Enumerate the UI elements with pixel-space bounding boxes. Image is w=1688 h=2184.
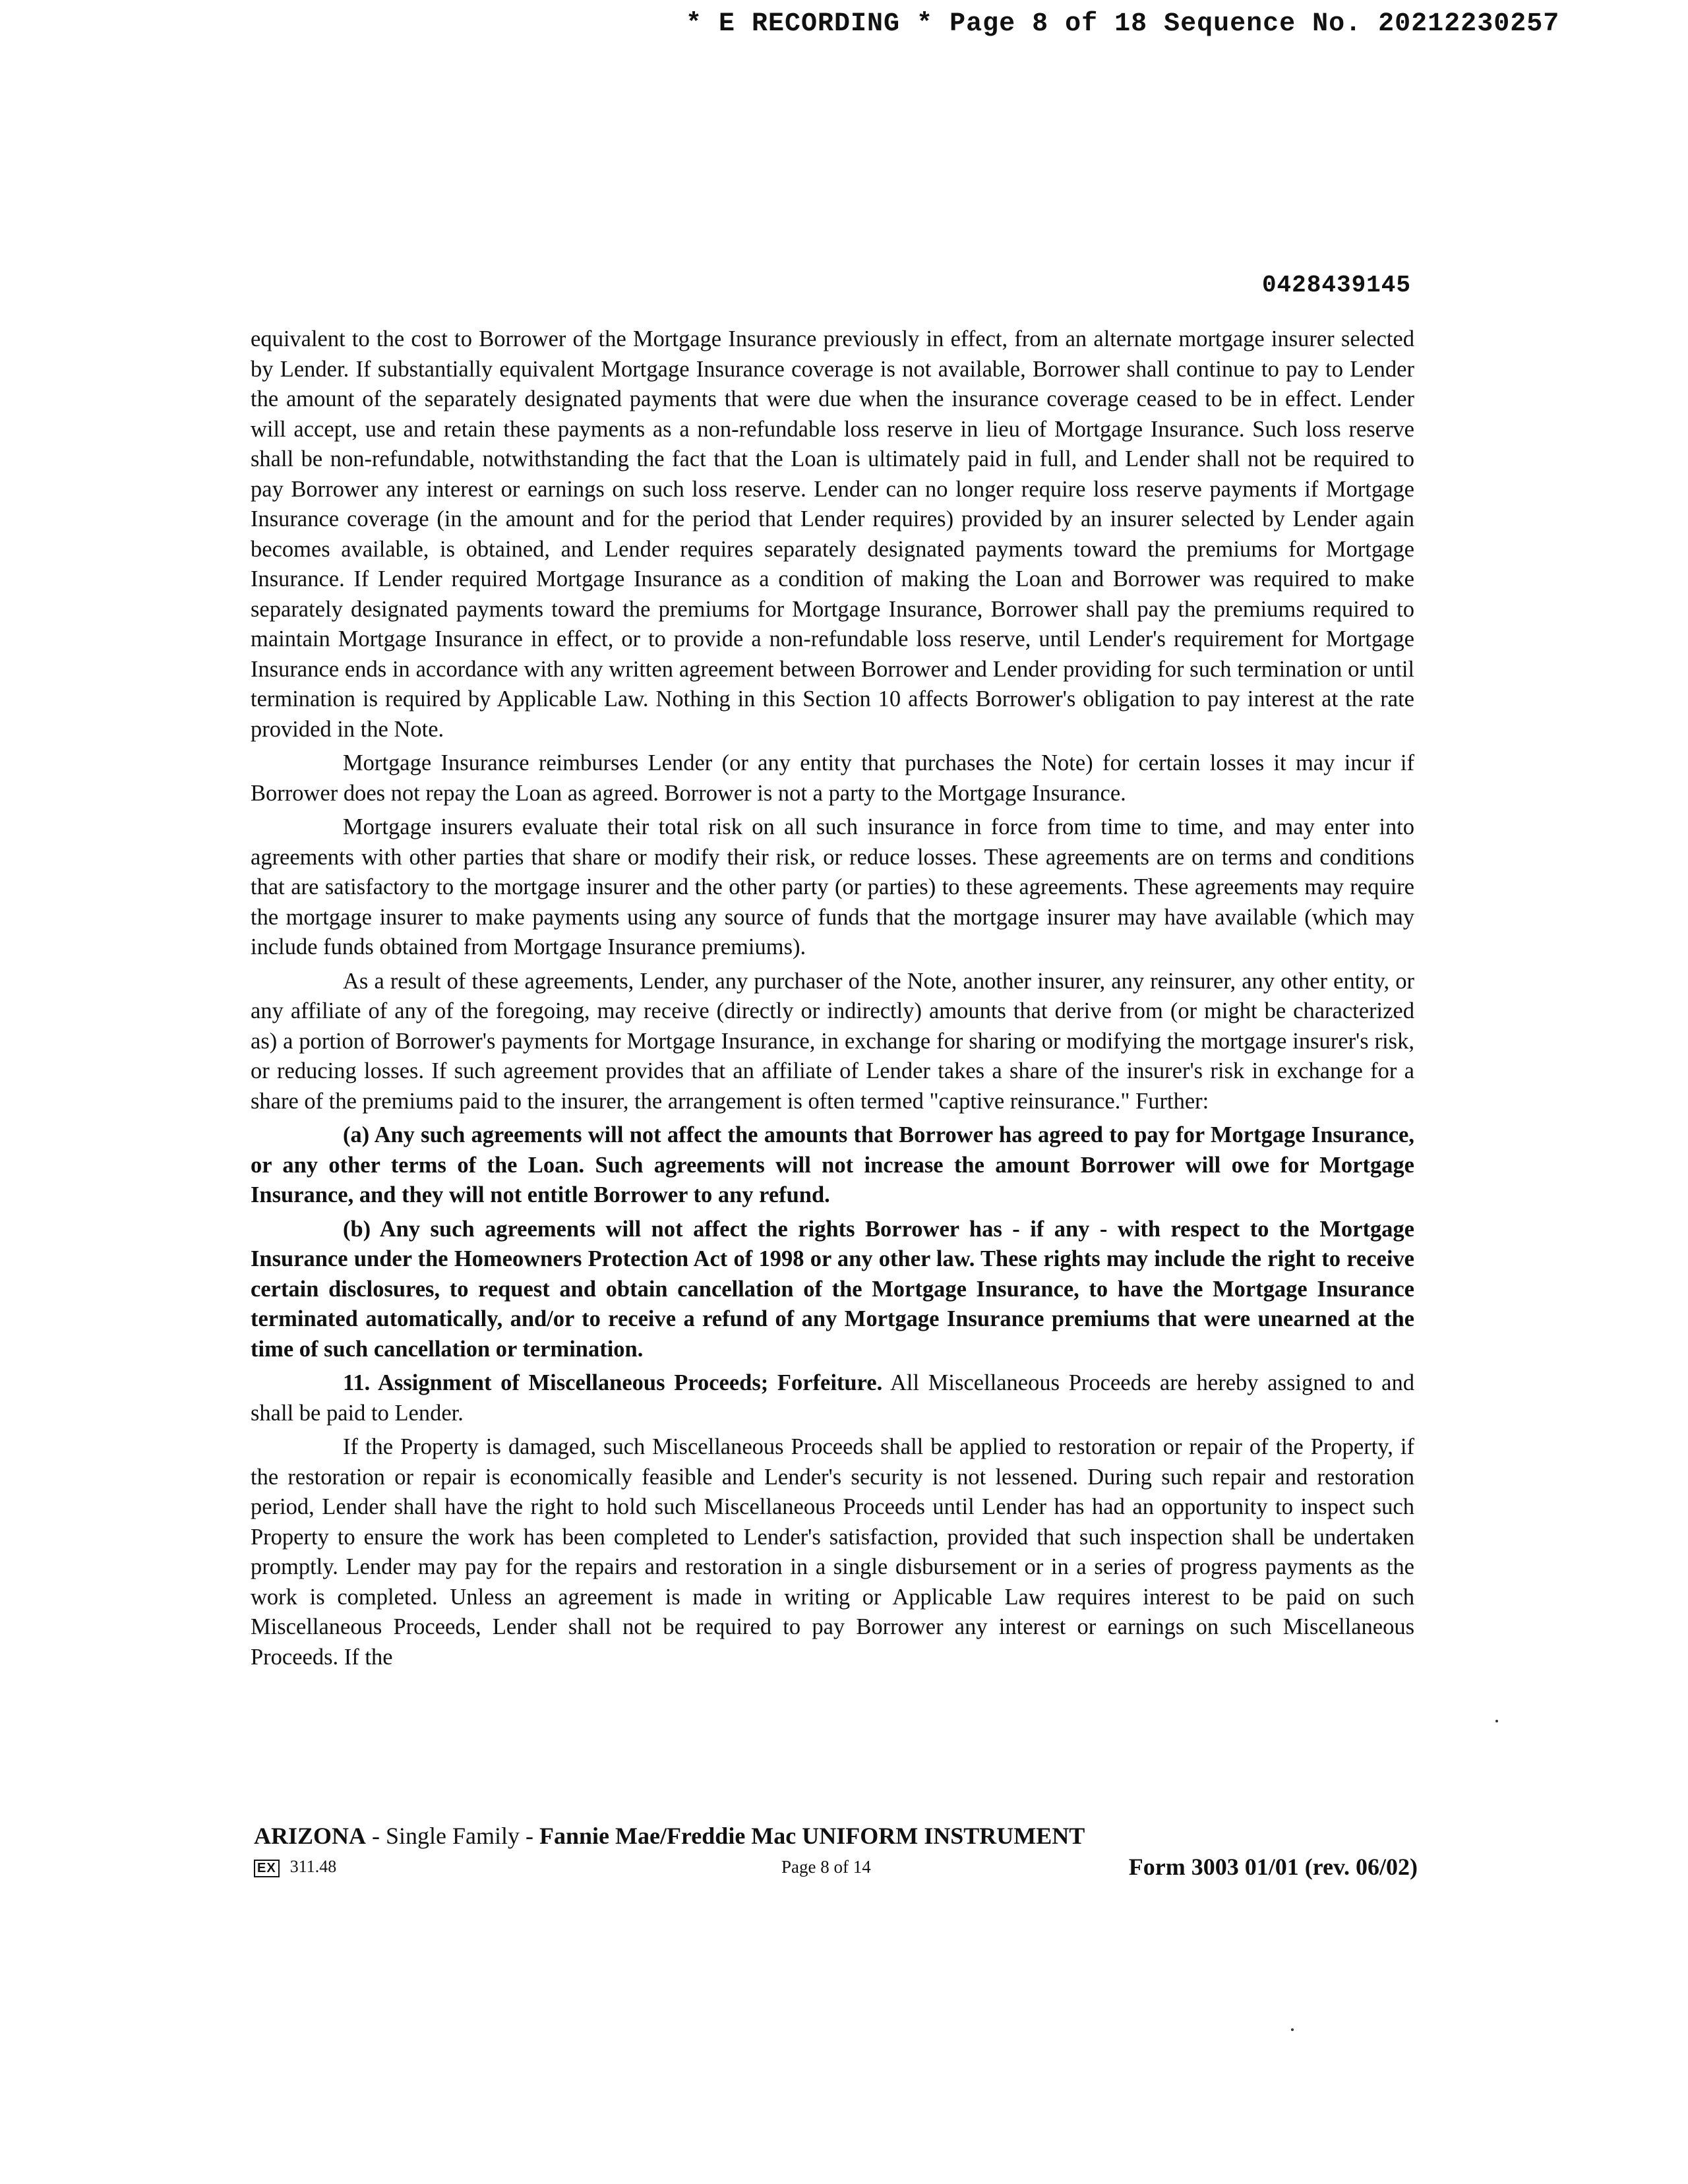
paragraph-section-11 [251,1368,1414,1428]
recording-header: * E RECORDING * Page 8 of 18 Sequence No. 20212230257 [686,9,1560,39]
footer-state: ARIZONA [254,1823,367,1849]
footer-instrument-line [254,1821,1418,1850]
paragraph-clause-b: (b) Any such agreements will not affect the rights Borrower has - if any - with respect to the Mortgage Insurance under the Homeowners Protection Act of 1998 or any other law. These rights may include the right to receive certain disclosures, to request and obtain cancellation of the Mortgage Insurance, to have the Mortgage Insurance terminated automatically, and/or to receive a refund of any Mortgage Insurance premiums that were unearned at the time of such cancellation or termination. [251,1216,1414,1362]
footer-form-number: Form 3003 01/01 (rev. 06/02) [1128,1854,1418,1880]
footer-form-code-group [254,1857,336,1877]
document-body [251,324,1414,1676]
scan-speck [1291,2028,1294,2031]
footer-separator: - Single Family - [366,1823,540,1849]
paragraph-mortgage-insurers-evaluate: Mortgage insurers evaluate their total risk on all such insurance in force from time to time, and may enter into agreements with other parties that share or modify their risk, or reduce losses. These agreements are on terms and conditions that are satisfactory to the mortgage insurer and the other party (or parties) to these agreements. These agreements may require the mortgage insurer to make payments using any source of funds that the mortgage insurer may have available (which may include funds obtained from Mortgage Insurance premiums). [251,814,1414,959]
paragraph-clause-a: (a) Any such agreements will not affect the amounts that Borrower has agreed to pay for Mortgage Insurance, or any other terms of the Loan. Such agreements will not increase the amount Borrower will owe for Mortgage Insurance, and they will not entitle Borrower to any refund. [251,1122,1414,1207]
paragraph-property-damaged: If the Property is damaged, such Miscellaneous Proceeds shall be applied to restoration or repair of the Property, if the restoration or repair is economically feasible and Lender's security is not lessened. During such repair and restoration period, Lender shall have the right to hold such Miscellaneous Proceeds until Lender has had an opportunity to inspect such Property to ensure the work has been completed to Lender's satisfaction, provided that such inspection shall be undertaken promptly. Lender may pay for the repairs and restoration in a single disbursement or in a series of progress payments as the work is completed. Unless an agreement is made in writing or Applicable Law requires interest to be paid on such Miscellaneous Proceeds, Lender shall not be required to pay Borrower any interest or earnings on such Miscellaneous Proceeds. If the [251,1434,1414,1670]
scan-speck [1495,1720,1498,1722]
footer-instrument: Fannie Mae/Freddie Mac UNIFORM INSTRUMENT [539,1823,1085,1849]
section-11-text: All Miscellaneous Proceeds are hereby assigned to and shall be paid to Lender. [251,1370,1414,1426]
page-footer [254,1821,1418,1886]
footer-form-line [254,1853,1418,1886]
loan-number: 0428439145 [1261,272,1411,299]
footer-page-number: Page 8 of 14 [781,1857,871,1877]
paragraph-mortgage-insurance-continuation: equivalent to the cost to Borrower of the Mortgage Insurance previously in effect, from an alternate mortgage insurer selected by Lender. If substantially equivalent Mortgage Insurance coverage is not available, Borrower shall continue to pay to Lender the amount of the separately designated payments that were due when the insurance coverage ceased to be in effect. Lender will accept, use and retain these payments as a non-refundable loss reserve in lieu of Mortgage Insurance. Such loss reserve shall be non-refundable, notwithstanding the fact that the Loan is ultimately paid in full, and Lender shall not be required to pay Borrower any interest or earnings on such loss reserve. Lender can no longer require loss reserve payments if Mortgage Insurance coverage (in the amount and for the period that Lender requires) provided by an insurer selected by Lender again becomes available, is obtained, and Lender requires separately designated payments toward the premiums for Mortgage Insurance. If Lender required Mortgage Insurance as a condition of making the Loan and Borrower was required to make separately designated payments toward the premiums for Mortgage Insurance, Borrower shall pay the premiums required to maintain Mortgage Insurance in effect, or to provide a non-refundable loss reserve, until Lender's requirement for Mortgage Insurance ends in accordance with any written agreement between Borrower and Lender providing for such termination or until termination is required by Applicable Law. Nothing in this Section 10 affects Borrower's obligation to pay interest at the rate provided in the Note. [251,326,1414,742]
paragraph-mortgage-insurance-reimburses: Mortgage Insurance reimburses Lender (or any entity that purchases the Note) for certain losses it may incur if Borrower does not repay the Loan as agreed. Borrower is not a party to the Mortgage Insurance. [251,750,1414,806]
section-11-heading: 11. Assignment of Miscellaneous Proceeds; Forfeiture. [343,1370,883,1395]
footer-form-code: 311.48 [289,1857,337,1876]
paragraph-result-of-agreements: As a result of these agreements, Lender, any purchaser of the Note, another insurer, any reinsurer, any other entity, or any affiliate of any of the foregoing, may receive (directly or indirectly) amounts that derive from (or might be characterized as) a portion of Borrower's payments for Mortgage Insurance, in exchange for sharing or modifying the mortgage insurer's risk, or reducing losses. If such agreement provides that an affiliate of Lender takes a share of the insurer's risk in exchange for a share of the premiums paid to the insurer, the arrangement is often termed "captive reinsurance." Further: [251,968,1414,1114]
form-logo-icon: EX [254,1860,280,1877]
